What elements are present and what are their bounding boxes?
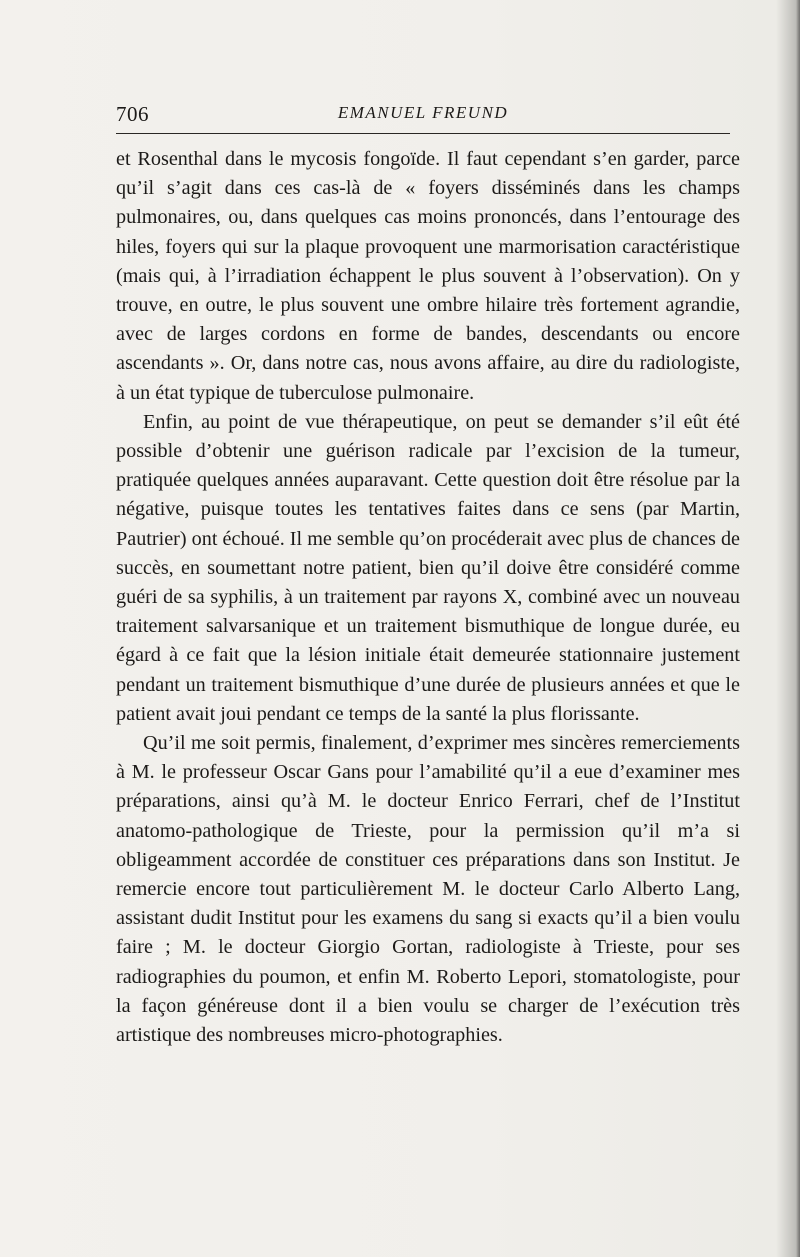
- body-text: [116, 145, 740, 1050]
- page-edge-shadow: [796, 0, 800, 1257]
- running-title: EMANUEL FREUND: [337, 103, 509, 122]
- paragraph-therapy: Enfin, au point de vue thérapeutique, on peut se demander s’il eût été possible d’obtenir une guérison radicale par l’excision de la tumeur, pratiquée quelques années auparavant. Cette question doit être résolue par la négative, puisque toutes les tentatives faites dans ce sens (par Martin, Pautrier) ont échoué. Il me semble qu’on procéderait avec plus de chances de succès, en soumettant notre patient, bien qu’il doive être considéré comme guéri de sa syphilis, à un traitement par rayons X, combiné avec un nouveau traitement salvarsanique et un traitement bismuthique de longue durée, eu égard à ce fait que la lésion initiale était demeurée stationnaire justement pendant un traitement bismuthique d’une durée de plusieurs années et que le patient avait joui pendant ce temps de la santé la plus florissante.: [116, 410, 740, 725]
- paragraph-continuation: et Rosenthal dans le mycosis fongoïde. Il faut cependant s’en garder, parce qu’il s’agit dans ces cas-là de « foyers disséminés dans les champs pulmonaires, ou, dans quelques cas moins prononcés, dans l’entourage des hiles, foyers qui sur la plaque provoquent une marmorisation caractéristique (mais qui, à l’irradiation échappent le plus souvent à l’observation). On y trouve, en outre, le plus souvent une ombre hilaire très fortement agrandie, avec de larges cordons en forme de bandes, descendants ou encore ascendants ». Or, dans notre cas, nous avons affaire, au dire du radiologiste, à un état typique de tuberculose pulmonaire.: [116, 148, 740, 404]
- running-head: [116, 102, 730, 130]
- paragraph-acknowledgements: Qu’il me soit permis, finalement, d’exprimer mes sincères remerciements à M. le professeur Oscar Gans pour l’amabilité qu’il a eue d’examiner mes préparations, ainsi qu’à M. le docteur Enrico Ferrari, chef de l’Institut anatomo-pathologique de Trieste, pour la permission qu’il m’a si obligeamment accordée de constituer ces préparations dans son Institut. Je remercie encore tout particulièrement M. le docteur Carlo Alberto Lang, assistant dudit Institut pour les examens du sang si exacts qu’il a bien voulu faire ; M. le docteur Giorgio Gortan, radiologiste à Trieste, pour ses radiographies du poumon, et enfin M. Roberto Lepori, stomatologiste, pour la façon généreuse dont il a bien voulu se charger de l’exécution très artistique des nombreuses micro-photographies.: [116, 732, 740, 1047]
- page-number: 706: [116, 102, 149, 126]
- header-rule: [116, 133, 730, 134]
